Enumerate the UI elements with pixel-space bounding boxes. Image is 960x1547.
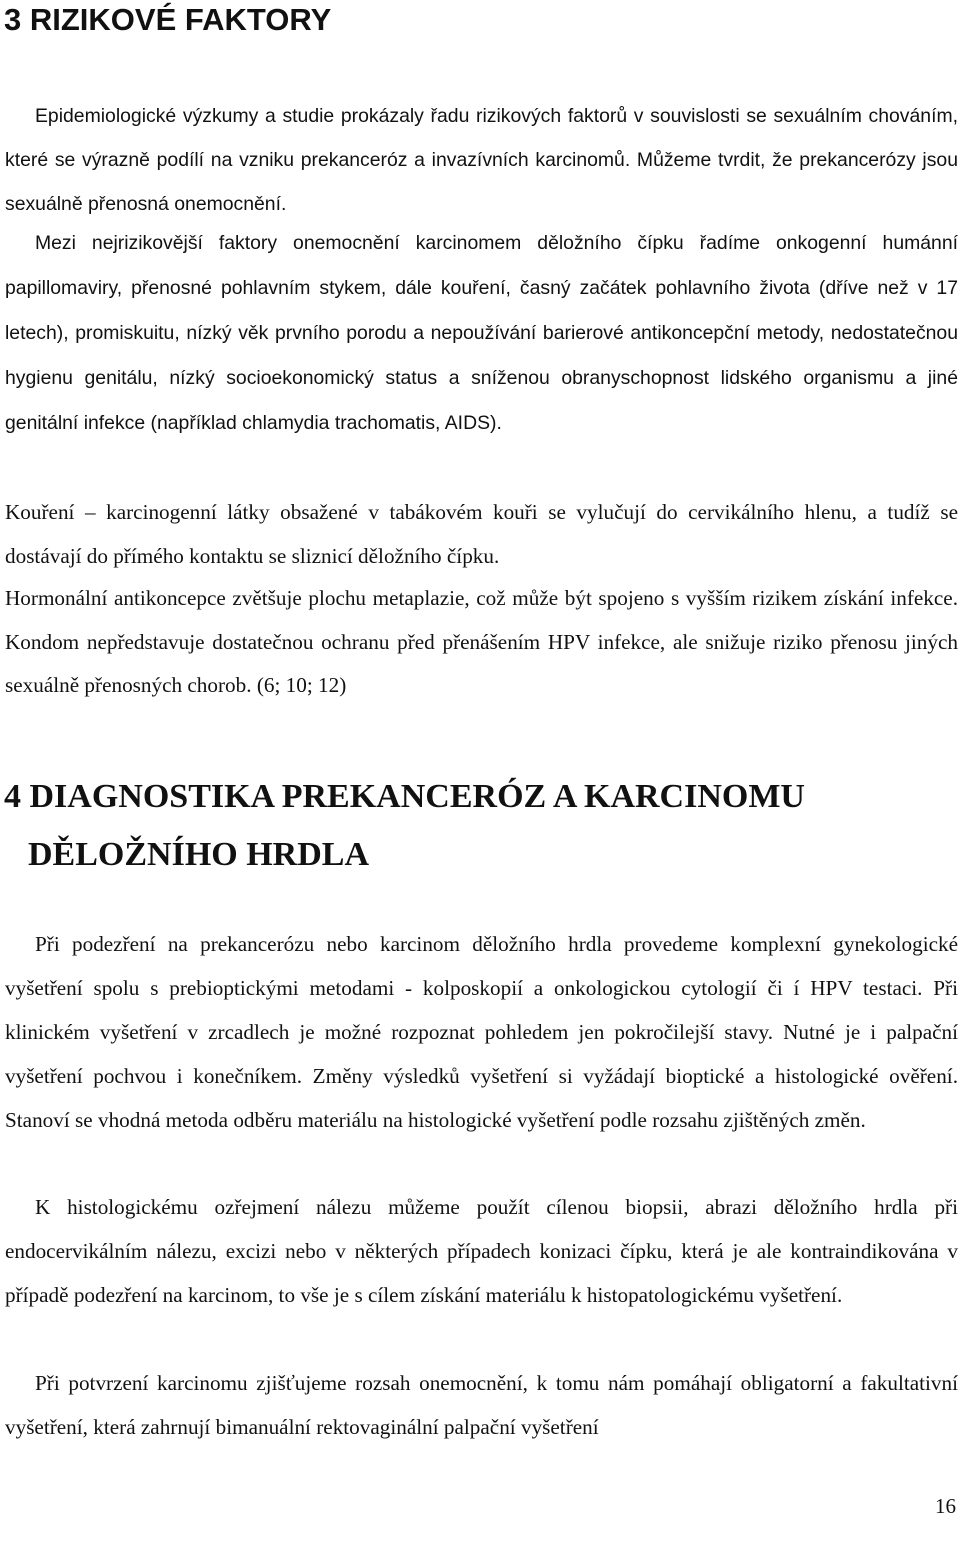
paragraph-diagnostics: Při podezření na prekancerózu nebo karcinom děložního hrdla provedeme komplexní gynekologické vyšetření spolu s prebioptickými metodami - kolposkopií a onkologickou cytologií či í HPV testaci. Při klinickém vyšetření v zrcadlech je možné rozpoznat pohledem jen pokročilejší stavy. Nutné je i palpační vyšetření pochvou i konečníkem. Změny výsledků vyšetření si vyžádají bioptické a histologické ověření. Stanoví se vhodná metoda odběru materiálu na histologické vyšetření podle rozsahu zjištěných změn.	[5, 932, 958, 1132]
section-3-paragraph-3	[5, 490, 958, 578]
paragraph-smoking: Kouření – karcinogenní látky obsažené v tabákovém kouři se vylučují do cervikálního hlenu, a tudíž se dostávají do přímého kontaktu se sliznicí děložního čípku.	[5, 500, 958, 568]
section-4-heading	[4, 768, 805, 884]
section-3-heading: 3 RIZIKOVÉ FAKTORY	[4, 2, 332, 37]
paragraph-hormonal-contraception: Hormonální antikoncepce zvětšuje plochu metaplazie, což může být spojeno s vyšším rizikem získání infekce. Kondom nepředstavuje dostatečnou ochranu před přenášením HPV infekce, ale snižuje riziko přenosu jiných sexuálně přenosných chorob. (6; 10; 12)	[5, 586, 958, 697]
section-4-paragraph-2	[5, 1185, 958, 1317]
section-4-paragraph-1	[5, 922, 958, 1142]
paragraph-histology: K histologickému ozřejmení nálezu můžeme použít cílenou biopsii, abrazi děložního hrdla při endocervikálním nálezu, excizi nebo v některých případech konizaci čípku, která je ale kontraindikována v případě podezření na karcinom, to vše je s cílem získání materiálu k histopatologickému vyšetření.	[5, 1195, 958, 1307]
paragraph-epidemiology: Epidemiologické výzkumy a studie prokázaly řadu rizikových faktorů v souvislosti se sexuálním chováním, které se výrazně podílí na vzniku prekanceróz a invazívních karcinomů. Můžeme tvrdit, že prekancerózy jsou sexuálně přenosná onemocnění.	[5, 105, 958, 215]
section-3-paragraph-2	[5, 221, 958, 446]
section-4-heading-line-1: 4 DIAGNOSTIKA PREKANCERÓZ A KARCINOMU	[4, 778, 805, 815]
paragraph-risk-factors: Mezi nejrizikovější faktory onemocnění karcinomem děložního čípku řadíme onkogenní humánní papillomaviry, přenosné pohlavním stykem, dále kouření, časný začátek pohlavního života (dříve než v 17 letech), promiskuitu, nízký věk prvního porodu a nepoužívání barierové antikoncepční metody, nedostatečnou hygienu genitálu, nízký socioekonomický status a sníženou obranyschopnost lidského organismu a jiné genitální infekce (například chlamydia trachomatis, AIDS).	[5, 232, 958, 434]
section-3-paragraph-4	[5, 577, 958, 708]
section-4-heading-line-2: DĚLOŽNÍHO HRDLA	[28, 836, 369, 873]
page-number: 16	[935, 1494, 956, 1518]
section-4-paragraph-3	[5, 1361, 958, 1449]
paragraph-staging: Při potvrzení karcinomu zjišťujeme rozsah onemocnění, k tomu nám pomáhají obligatorní a fakultativní vyšetření, která zahrnují bimanuální rektovaginální palpační vyšetření	[5, 1371, 958, 1439]
section-3-paragraph-1	[5, 94, 958, 226]
